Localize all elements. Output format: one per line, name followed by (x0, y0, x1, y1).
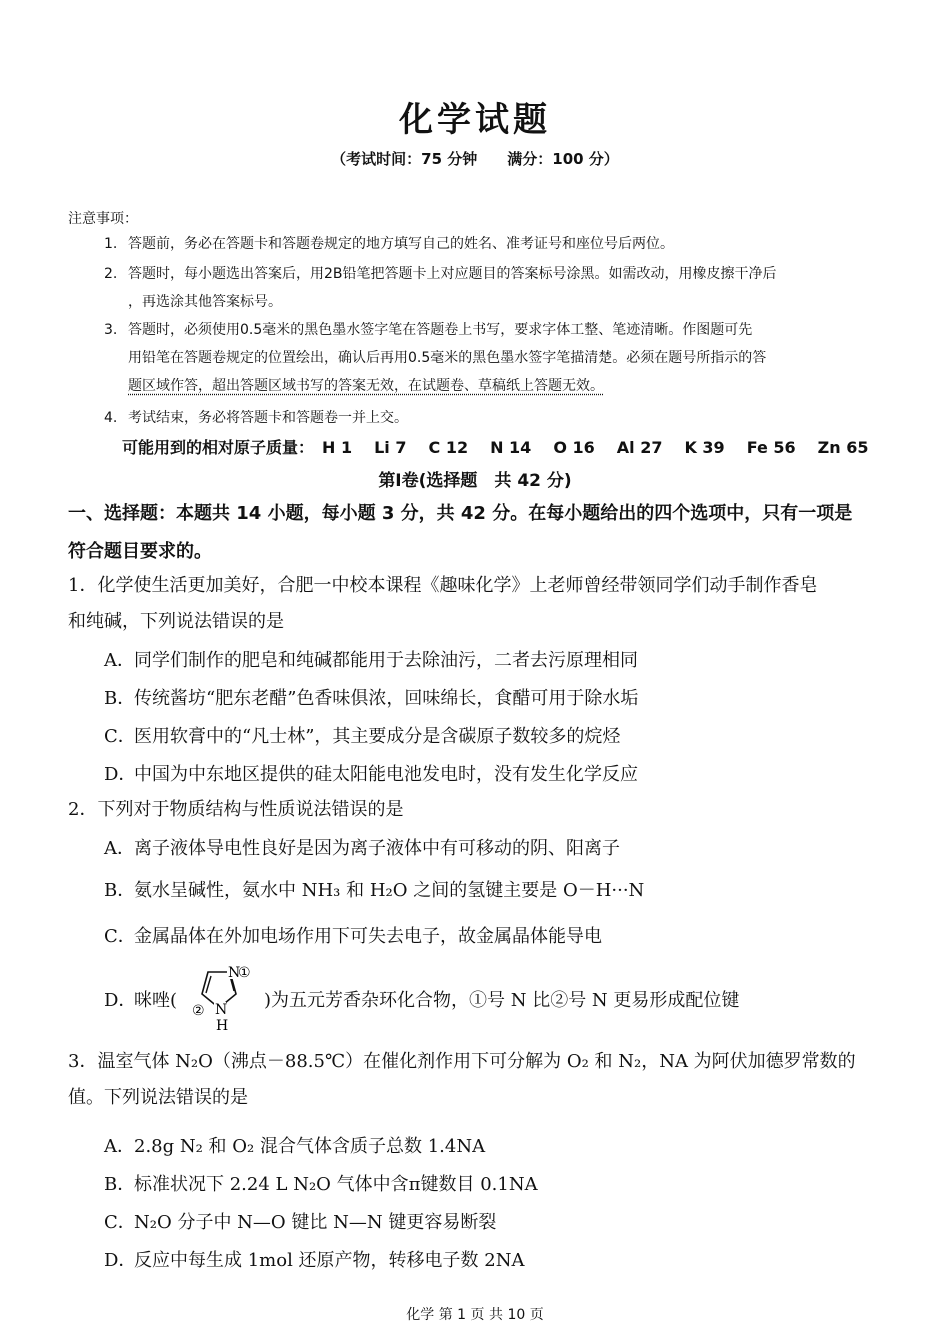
option-text: 同学们制作的肥皂和纯碱都能用于去除油污，二者去污原理相同 (134, 650, 638, 671)
option-text: 医用软膏中的“凡士林”，其主要成分是含碳原子数较多的烷烃 (134, 726, 621, 747)
note-item (104, 230, 884, 258)
option-text: 金属晶体在外加电场作用下可失去电子，故金属晶体能导电 (134, 926, 602, 947)
mass-value: H 1 (322, 438, 353, 457)
section-instruction: 符合题目要求的。 (68, 541, 212, 562)
option-b (104, 1170, 894, 1196)
option-text: N₂O 分子中 N—O 键比 N—N 键更容易断裂 (134, 1212, 497, 1233)
option-text-pre: 咪唑( (134, 990, 178, 1011)
option-label: A． (104, 650, 135, 671)
option-d (104, 1246, 894, 1272)
ring-n1: N (228, 965, 241, 981)
ring-n2: N (215, 1002, 228, 1018)
exam-info: （考试时间：75 分钟 满分：100 分） (331, 150, 619, 168)
note-continuation: ，再选涂其他答案标号。 (128, 294, 282, 310)
option-label: C． (104, 726, 136, 747)
question-stem: 3．温室气体 N₂O（沸点－88.5℃）在催化剂作用下可分解为 O₂ 和 N₂，NA 为阿伏加德罗常数的 (68, 1051, 856, 1072)
mass-value: Al 27 (616, 438, 663, 457)
page-title: 化学试题 (399, 100, 551, 140)
note-text: 答题前，务必在答题卡和答题卷规定的地方填写自己的姓名、准考证号和座位号后两位。 (128, 236, 674, 252)
option-label: B． (104, 688, 136, 709)
option-b (104, 876, 894, 902)
option-label: B． (104, 880, 136, 901)
note-continuation: 题区域作答，超出答题区域书写的答案无效，在试题卷、草稿纸上答题无效。 (128, 378, 604, 394)
atomic-masses (122, 435, 868, 458)
mass-value: N 14 (490, 438, 532, 457)
mass-value: O 16 (553, 438, 595, 457)
note-item (104, 316, 884, 344)
ring-marker-1: ① (238, 965, 251, 981)
notes-heading: 注意事项： (68, 211, 138, 227)
option-text: 离子液体导电性良好是因为离子液体中有可移动的阴、阳离子 (134, 838, 620, 859)
option-text: 2.8g N₂ 和 O₂ 混合气体含质子总数 1.4NA (134, 1136, 486, 1157)
imidazole-structure (178, 960, 264, 1036)
option-label: C． (104, 926, 136, 947)
mass-value: Zn 65 (817, 438, 869, 457)
note-item (104, 404, 884, 432)
option-label: A． (104, 1136, 135, 1157)
option-text: 反应中每生成 1mol 还原产物，转移电子数 2NA (134, 1250, 525, 1271)
note-number: 4. (104, 410, 118, 426)
option-label: D． (104, 764, 137, 785)
note-text: 答题时，必须使用0.5毫米的黑色墨水签字笔在答题卷上书写，要求字体工整、笔迹清晰。作图题可先 (128, 322, 753, 338)
note-text: 答题时，每小题选出答案后，用2B铅笔把答题卡上对应题目的答案标号涂黑。如需改动，用橡皮擦干净后 (128, 266, 777, 282)
option-d (104, 960, 894, 1036)
option-label: A． (104, 838, 135, 859)
option-label: D． (104, 990, 137, 1011)
option-a (104, 646, 894, 672)
page-footer: 化学 第 1 页 共 10 页 (406, 1307, 544, 1323)
option-a (104, 1132, 894, 1158)
option-c (104, 722, 894, 748)
section-instruction: 一、选择题：本题共 14 小题，每小题 3 分，共 42 分。在每小题给出的四个选项中，只有一项是 (68, 503, 853, 524)
note-text: 考试结束，务必将答题卡和答题卷一并上交。 (128, 410, 408, 426)
option-text-post: )为五元芳香杂环化合物，①号 N 比②号 N 更易形成配位键 (264, 990, 740, 1011)
note-number: 2. (104, 266, 118, 282)
question-stem: 值。下列说法错误的是 (68, 1087, 248, 1108)
mass-value: C 12 (428, 438, 469, 457)
mass-value: Li 7 (374, 438, 407, 457)
mass-value: K 39 (684, 438, 725, 457)
note-number: 3. (104, 322, 118, 338)
option-d (104, 760, 894, 786)
atomic-masses-label: 可能用到的相对原子质量： (122, 438, 315, 457)
option-c (104, 1208, 894, 1234)
option-a (104, 834, 894, 860)
option-b (104, 684, 894, 710)
note-number: 1. (104, 236, 118, 252)
ring-marker-2: ② (192, 1003, 205, 1019)
option-c (104, 922, 894, 948)
option-text: 标准状况下 2.24 L N₂O 气体中含π键数目 0.1NA (134, 1174, 538, 1195)
question-stem: 2．下列对于物质结构与性质说法错误的是 (68, 799, 404, 820)
option-text: 中国为中东地区提供的硅太阳能电池发电时，没有发生化学反应 (134, 764, 638, 785)
question-stem: 和纯碱，下列说法错误的是 (68, 611, 284, 632)
note-item (104, 260, 884, 288)
ring-h: H (216, 1018, 229, 1034)
part-title: 第I卷(选择题 共 42 分) (378, 471, 572, 491)
mass-value: Fe 56 (746, 438, 796, 457)
note-continuation: 用铅笔在答题卷规定的位置绘出，确认后再用0.5毫米的黑色墨水签字笔描清楚。必须在题号所指示的答 (128, 350, 767, 366)
option-text: 传统酱坊“肥东老醋”色香味俱浓，回味绵长，食醋可用于除水垢 (134, 688, 639, 709)
option-label: D． (104, 1250, 137, 1271)
option-label: B． (104, 1174, 136, 1195)
option-label: C． (104, 1212, 136, 1233)
question-stem: 1．化学使生活更加美好，合肥一中校本课程《趣味化学》上老师曾经带领同学们动手制作香皂 (68, 575, 818, 596)
option-text: 氨水呈碱性，氨水中 NH₃ 和 H₂O 之间的氢键主要是 O－H···N (134, 880, 645, 901)
